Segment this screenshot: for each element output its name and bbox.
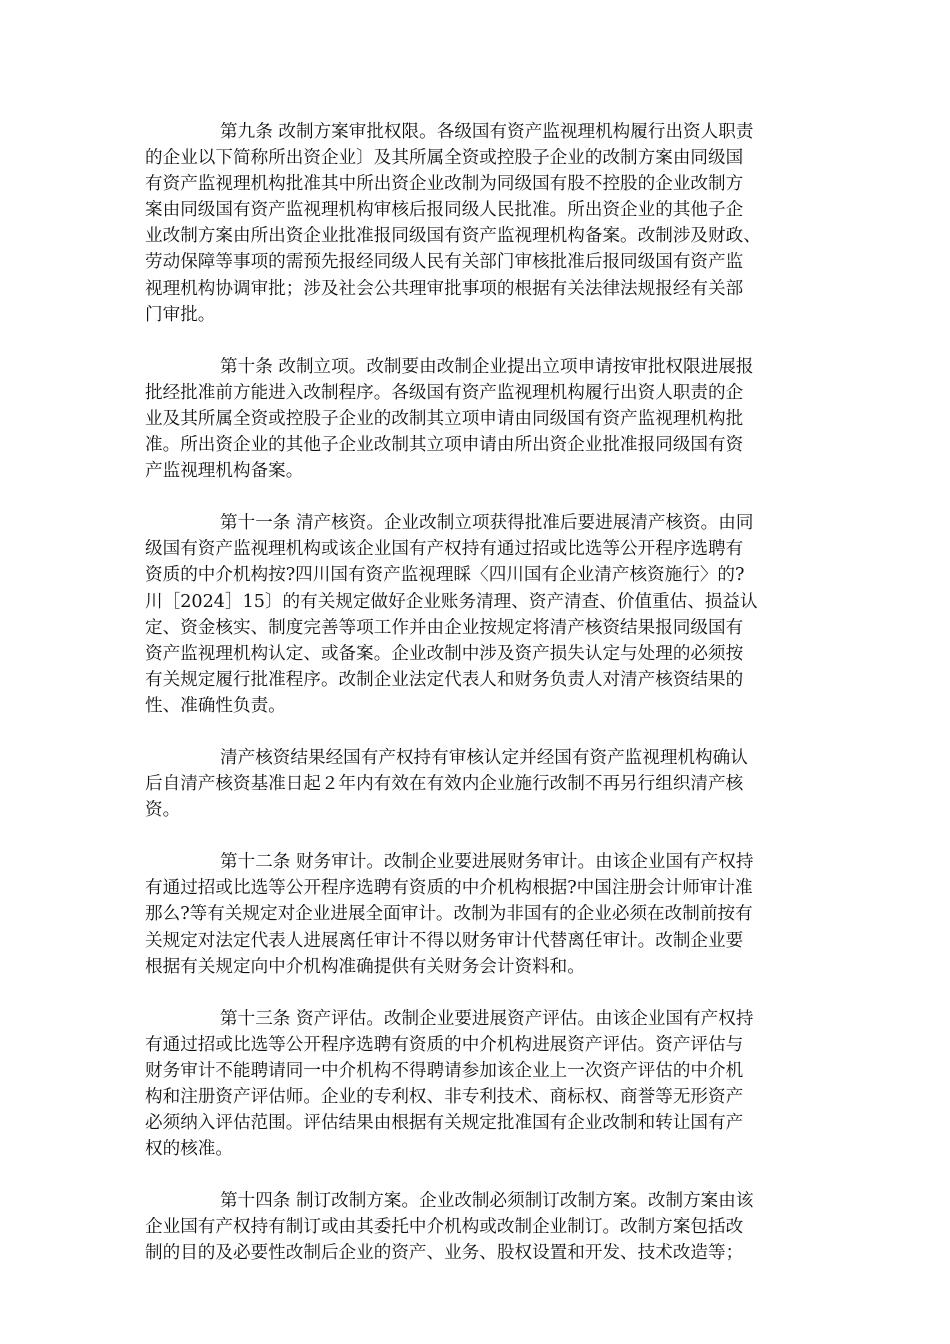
article-paragraph xyxy=(145,510,805,719)
text-line: 权的核准。 xyxy=(145,1139,233,1160)
document-body xyxy=(145,119,805,1293)
text-line: 第十二条 财务审计。改制企业要进展财务审计。由该企业国有产权持 xyxy=(220,852,754,873)
text-line: 有通过招或比选等公开程序选聘有资质的中介机构进展资产评估。资产评估与 xyxy=(145,1034,744,1055)
article-paragraph xyxy=(145,745,805,823)
text-line: 第九条 改制方案审批权限。各级国有资产监视理机构履行出资人职责 xyxy=(220,122,754,142)
text-line: 第十四条 制订改制方案。企业改制必须制订改制方案。改制方案由该 xyxy=(220,1191,754,1212)
text-line: 清产核资结果经国有产权持有审核认定并经国有资产监视理机构确认 xyxy=(220,747,748,768)
text-line: 第十三条 资产评估。改制企业要进展资产评估。由该企业国有产权持 xyxy=(220,1008,754,1029)
text-line: 准。所出资企业的其他子企业改制其立项申请由所出资企业批准报同级国有资 xyxy=(145,435,744,456)
article-paragraph xyxy=(145,354,805,484)
text-line: 后自清产核资基准日起２年内有效在有效内企业施行改制不再另行组织清产核 xyxy=(145,774,744,795)
text-line: 定、资金核实、制度完善等项工作并由企业按规定将清产核资结果报同级国有 xyxy=(145,617,744,638)
article-paragraph xyxy=(145,849,805,979)
text-line: 有通过招或比选等公开程序选聘有资质的中介机构根据?中国注册会计师审计准 xyxy=(145,878,753,899)
text-line: 构和注册资产评估师。企业的专利权、非专利技术、商标权、商誉等无形资产 xyxy=(145,1087,744,1107)
text-line: 资。 xyxy=(145,800,181,821)
text-line: 视理机构协调审批；涉及社会公共理审批事项的根据有关法律法规报经有关部 xyxy=(145,278,744,299)
text-line: 的企业以下简称所出资企业〕及其所属全资或控股子企业的改制方案由同级国 xyxy=(145,148,744,169)
text-line: 那么?等有关规定对企业进展全面审计。改制为非国有的企业必须在改制前按有 xyxy=(145,904,753,925)
article-paragraph xyxy=(145,1006,805,1163)
text-line: 劳动保障等事项的需预先报经同级人民有关部门审核批准后报同级国有资产监 xyxy=(145,252,744,273)
text-line: 有关规定履行批准程序。改制企业法定代表人和财务负责人对清产核资结果的 xyxy=(145,669,744,690)
text-line: 川［2024］15〕的有关规定做好企业账务清理、资产清查、价值重估、损益认 xyxy=(145,591,758,612)
article-paragraph xyxy=(145,119,805,328)
text-line: 关规定对法定代表人进展离任审计不得以财务审计代替离任审计。改制企业要 xyxy=(145,930,744,951)
text-line: 业改制方案由所出资企业批准报同级国有资产监视理机构备案。改制涉及财政、 xyxy=(145,226,761,247)
text-line: 业及其所属全资或控股子企业的改制其立项申请由同级国有资产监视理机构批 xyxy=(145,408,744,429)
text-line: 案由同级国有资产监视理机构审核后报同级人民批准。所出资企业的其他子企 xyxy=(145,200,744,221)
text-line: 根据有关规定向中介机构准确提供有关财务会计资料和。 xyxy=(145,956,585,977)
text-line: 企业国有产权持有制订或由其委托中介机构或改制企业制订。改制方案包括改 xyxy=(145,1217,744,1238)
text-line: 级国有资产监视理机构或该企业国有产权持有通过招或比选等公开程序选聘有 xyxy=(145,539,744,560)
text-line: 产监视理机构备案。 xyxy=(145,461,304,482)
text-line: 财务审计不能聘请同一中介机构不得聘请参加该企业上一次资产评估的中介机 xyxy=(145,1060,744,1081)
text-line: 必须纳入评估范围。评估结果由根据有关规定批准国有企业改制和转让国有产 xyxy=(145,1113,744,1134)
text-line: 批经批准前方能进入改制程序。各级国有资产监视理机构履行出资人职责的企 xyxy=(145,382,744,403)
article-paragraph xyxy=(145,1188,805,1266)
text-line: 制的目的及必要性改制后企业的资产、业务、股权设置和开发、技术改造等； xyxy=(145,1243,744,1264)
text-line: 有资产监视理机构批准其中所出资企业改制为同级国有股不控股的企业改制方 xyxy=(145,174,744,195)
text-line: 门审批。 xyxy=(145,304,216,325)
text-line: 资质的中介机构按?四川国有资产监视理睬〈四川国有企业清产核资施行〉的? xyxy=(145,565,745,586)
text-line: 性、准确性负责。 xyxy=(145,695,286,716)
text-line: 资产监视理机构认定、或备案。企业改制中涉及资产损失认定与处理的必须按 xyxy=(145,643,744,664)
text-line: 第十条 改制立项。改制要由改制企业提出立项申请按审批权限进展报 xyxy=(220,356,754,377)
text-line: 第十一条 清产核资。企业改制立项获得批准后要进展清产核资。由同 xyxy=(220,513,754,534)
